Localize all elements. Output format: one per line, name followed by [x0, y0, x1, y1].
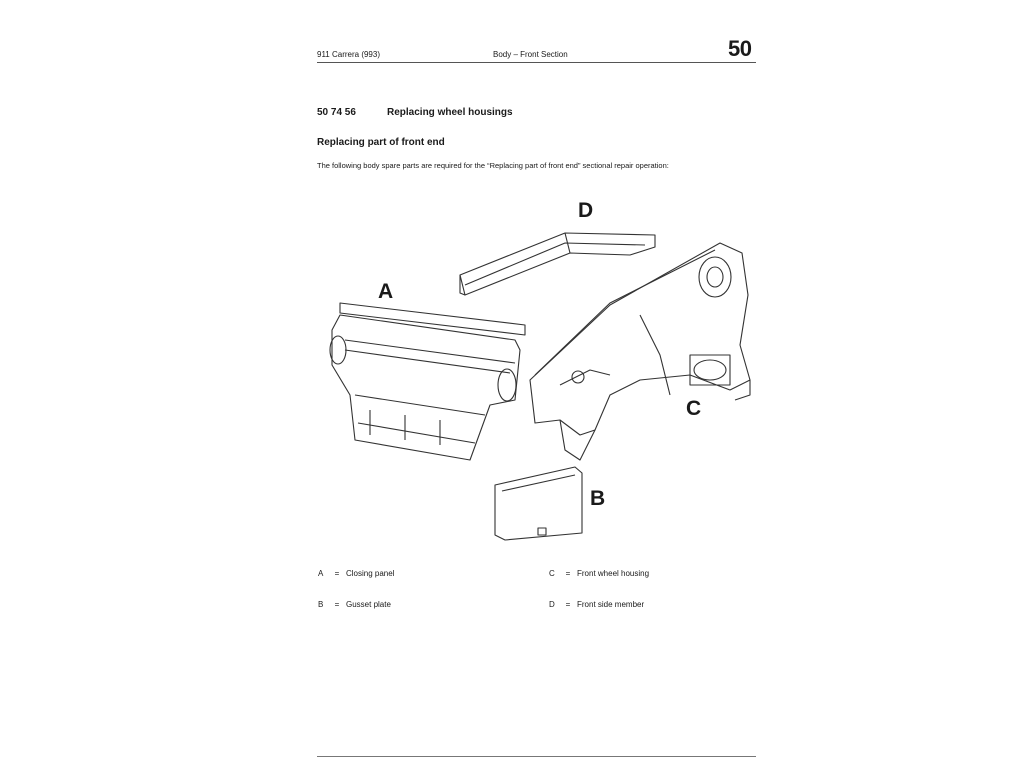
legend-key: D: [549, 600, 555, 609]
part-b-gusset-plate: [495, 467, 582, 540]
legend-item-d: [549, 600, 644, 609]
legend-text: Closing panel: [346, 569, 395, 578]
legend-key: A: [318, 569, 324, 578]
subheading: Replacing part of front end: [317, 137, 445, 148]
figure-label-d: D: [578, 199, 594, 222]
header-section: Body – Front Section: [493, 50, 568, 59]
legend-key: C: [549, 569, 555, 578]
legend-item-b: [318, 600, 391, 609]
legend-text: Gusset plate: [346, 600, 391, 609]
figure-label-c: C: [686, 397, 702, 420]
legend-eq: =: [334, 569, 340, 578]
operation-code: 50 74 56: [317, 107, 356, 118]
part-c-wheel-housing: [530, 243, 750, 460]
part-a-closing-panel: [330, 303, 525, 460]
legend-item-a: [318, 569, 394, 578]
legend-item-c: [549, 569, 649, 578]
operation-title: Replacing wheel housings: [387, 107, 513, 118]
legend-key: B: [318, 600, 324, 609]
legend-text: Front wheel housing: [577, 569, 650, 578]
parts-illustration: [310, 195, 770, 555]
legend-eq: =: [334, 600, 340, 609]
footer-rule: [317, 756, 756, 757]
figure-label-a: A: [378, 280, 394, 303]
header-page-number: 50: [728, 36, 752, 61]
header-model: 911 Carrera (993): [317, 50, 380, 59]
intro-text: The following body spare parts are required for the “Replacing part of front end” sectional repair operation:: [317, 161, 669, 170]
legend-eq: =: [565, 600, 571, 609]
figure-label-b: B: [590, 487, 606, 510]
header-rule: [317, 62, 756, 63]
legend-text: Front side member: [577, 600, 645, 609]
part-d-side-member: [460, 233, 655, 295]
parts-drawing: [310, 195, 770, 555]
legend-eq: =: [565, 569, 571, 578]
